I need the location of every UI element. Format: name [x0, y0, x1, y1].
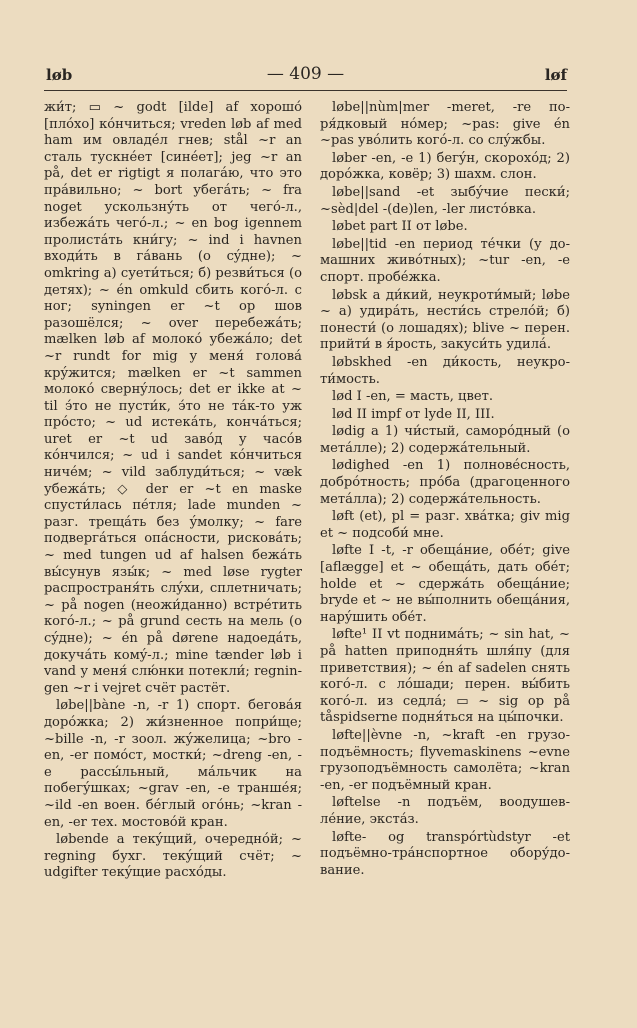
dictionary-entry: løbe||bàne -n, -r 1) спорт. беговáя дорóжка; 2) жи́зненное попри́ще; ~bille -n, -r зоол. жýжелица; ~bro -en, -er помóст, мостки́; ~dreng -en, -e рассы́льный, мáльчик на побегýшках; ~grav -en, -e траншéя; ~ild -en воен. бéглый огóнь; ~kran -en, -er тех. мостовóй кран.: [44, 698, 302, 830]
left-column: [44, 100, 302, 883]
dictionary-entry: løbskhed -en ди́кость, неукроти́мость.: [320, 354, 570, 387]
dictionary-entry: løfte||èvne -n, ~kraft -en грузоподъёмность; flyvemaskinens ~evne грузоподъёмность самолёта; ~kran -en, -er подъёмный кран.: [320, 727, 570, 793]
dictionary-entry: løfte¹ II vt поднимáть; ~ sin hat, ~ på hatten приподня́ть шля́пу (для приветствия); ~ én af sadelen снять когó-л. с лóшади; перен. вы́бить когó-л. из седлá; ▭ ~ sig op på tåspidserne подня́ться на цы́почки.: [320, 627, 570, 726]
dictionary-entry: lød II impf от lyde II, III.: [332, 406, 495, 422]
right-guide-word: løf: [544, 66, 567, 84]
page-number: — 409 —: [266, 64, 345, 84]
dictionary-entry: lødig а 1) чи́стый, самоpóдный (о метáлле); 2) содержáтельный.: [320, 424, 570, 456]
dictionary-entry: løfte I -t, -r обещáние, обéт; give [aflægge] et ~ обещáть, дать обéт; holde et ~ сдержáть обещáние; bryde et ~ не вы́полнить обещáния, нарýшить обéт.: [320, 543, 570, 625]
left-guide-word: løb: [46, 66, 73, 84]
dictionary-entry: lødighed -en 1) полновéсность, добрóтность; прóба (драгоценного метáлла); 2) содержáтельность.: [320, 458, 570, 507]
dictionary-entry: løft (et), pl = разг. хвáтка; giv mig et ~ подсоби́ мне.: [320, 509, 570, 541]
right-column: [320, 100, 570, 880]
dictionary-entry: løbe||nùm|mer -meret, -re поря́дковый нóмер; ~pas: give én ~pas увóлить когó-л. со слýжбы.: [320, 100, 570, 149]
dictionary-entry: løber -en, -e 1) бегýн, скорохóд; 2) дорóжка, ковёр; 3) шахм. слон.: [320, 150, 570, 183]
dictionary-entry: løbet part II от løbe.: [332, 219, 468, 235]
dictionary-entry: løbe||tid -en период тéчки (у домашних живóтных); ~tur -en, -e спорт. пробéжка.: [320, 236, 570, 285]
dictionary-entry: løftelse -n подъём, воодушевлéние, экстáз.: [320, 795, 570, 827]
dictionary-entry: løbsk а ди́кий, неукроти́мый; løbe ~ а) удирáть, нести́сь стрелóй; б) понести́ (о лошадях); blive ~ перен. прийти́ в я́рость, закуси́ть удилá.: [320, 287, 570, 353]
dictionary-entry: løfte- og transpórtùdstyr -et подъёмно-трáнспортное обору́дование.: [320, 829, 570, 878]
dictionary-entry: løbe||sand -et зыбýчие пески́; ~sèd|del -(de)len, -ler листóвка.: [320, 184, 570, 217]
dictionary-entry: løbende а текýщий, очереднóй; ~ regning бухг. текýщий счёт; ~ udgifter текýщие расхóды.: [44, 832, 302, 881]
dictionary-entry: lød I -en, = масть, цвет.: [332, 389, 493, 405]
page-header: [44, 60, 567, 91]
dictionary-entry: жи́т; ▭ ~ godt [ilde] af хорошо́ [плóхо] кóнчиться; vreden løb af med ham им овладéл гнев; stål ~r an сталь тускнéет [синéет]; jeg ~r an på, det er rigtigt я полагáю, что это прáвильно; ~ bort убегáть; ~ fra noget ускользну́ть от чегó-л., избежáть чегó-л.; ~ en bog igennem пролистáть кни́гу; ~ ind i havnen входи́ть в гáвань (о сýдне); ~ omkring а) суети́ться; б) резви́ться (о детях); ~ én omkuld сбить когó-л. с ног; syningen er ~t op шов разошёлся; ~ over перебежáть; mælken løb af молокó убежáло; det ~r rundt for mig у меня́ головá крýжится; mælken er ~t sammen молокó свернýлось; det er ikke at ~ til э́то не пусти́к, э́то не тáк-то уж прóсто; ~ ud истекáть, кончáться; uret er ~t ud завóд у часóв кóнчился; ~ ud i sandet кóнчиться ничéм; ~ vild заблуди́ться; ~ væk убежáть; ◇ der er ~t en maske спусти́лась пéтля; lade munden ~ разг. трещáть без ýмолку; ~ fare подвергáться опáсности, рисковáть; ~ med tungen ud af halsen бежáть вы́сунув язы́к; ~ med løse rygter распространя́ть слýхи, сплетничать; ~ på nogen (неожи́данно) встрéтить когó-л.; ~ på grund сесть на мель (о сýдне); ~ én på dørene надоедáть, докучáть комý-л.; mine tænder løb i vand у меня́ слю́нки потекли́; regningen ~r i vejret счёт растёт.: [44, 100, 302, 696]
